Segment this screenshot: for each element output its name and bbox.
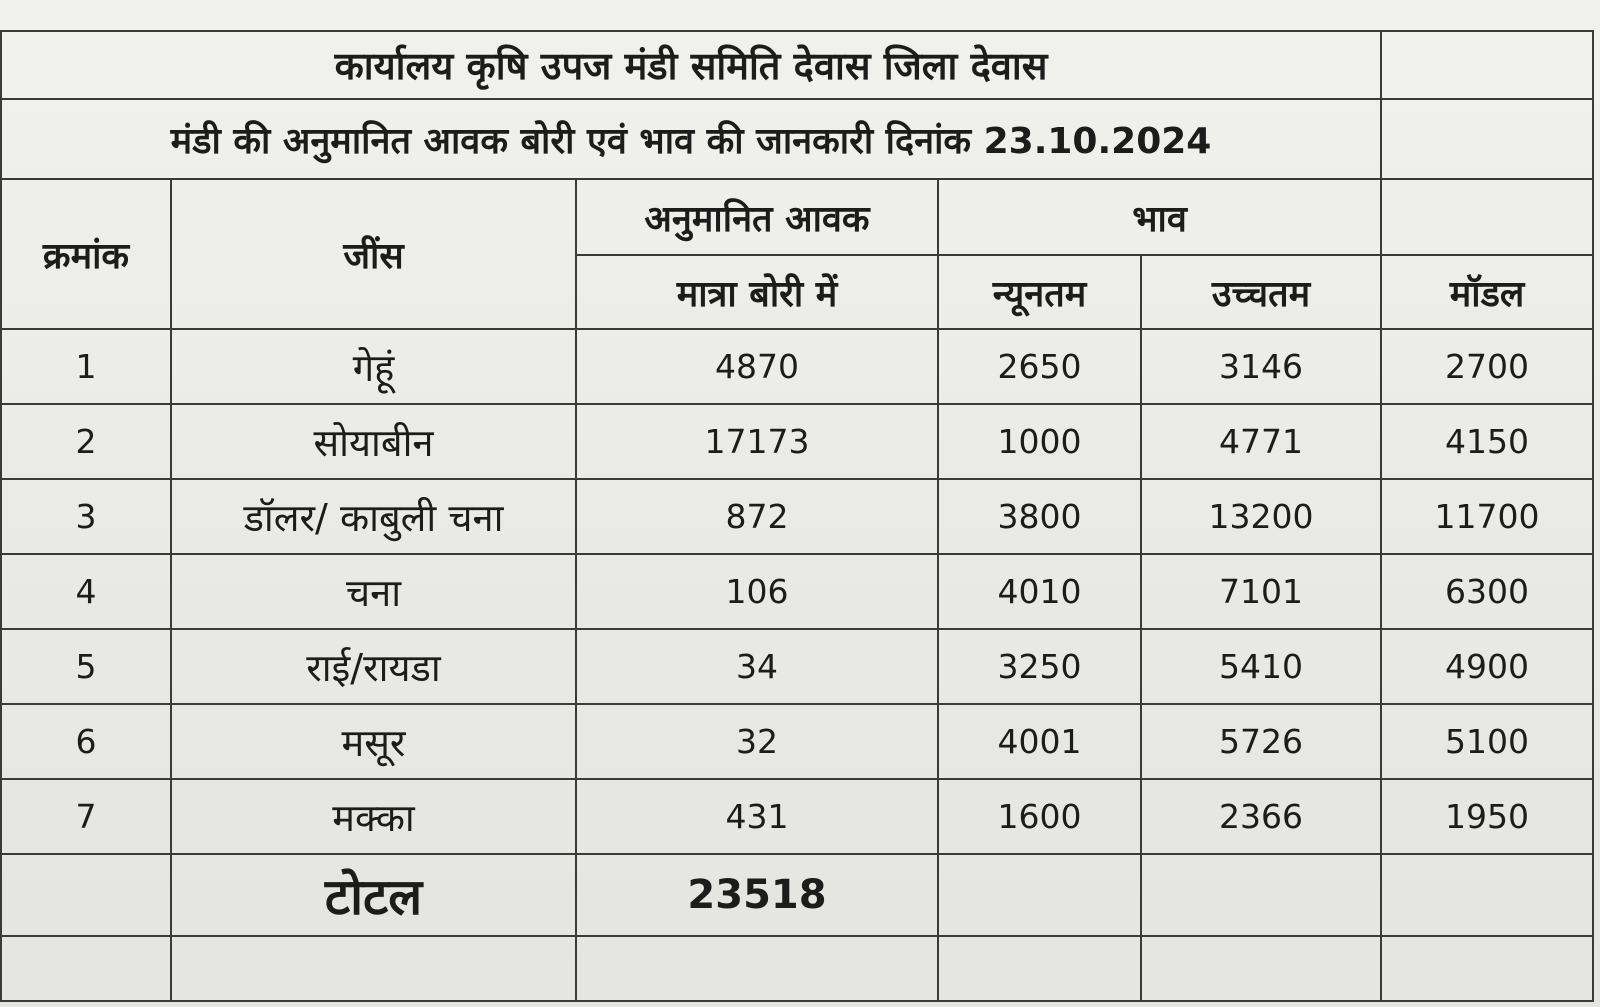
modal-price-cell: 2700 (1381, 329, 1593, 404)
arrival-cell: 34 (576, 629, 938, 704)
header-arrival-unit: मात्रा बोरी में (576, 255, 938, 329)
table-row (1, 629, 1593, 704)
min-price-cell: 3250 (938, 629, 1141, 704)
min-price-cell: 1600 (938, 779, 1141, 854)
max-price-cell: 3146 (1141, 329, 1381, 404)
header-arrival: अनुमानित आवक (576, 179, 938, 255)
header-price: भाव (938, 179, 1381, 255)
total-label: टोटल (171, 854, 576, 936)
commodity-cell: मसूर (171, 704, 576, 779)
table-row (1, 329, 1593, 404)
serial-cell: 2 (1, 404, 171, 479)
commodity-cell: चना (171, 554, 576, 629)
commodity-cell: गेहूं (171, 329, 576, 404)
modal-price-cell: 4900 (1381, 629, 1593, 704)
arrival-cell: 431 (576, 779, 938, 854)
max-price-cell: 7101 (1141, 554, 1381, 629)
commodity-cell: सोयाबीन (171, 404, 576, 479)
subtitle-row (1, 99, 1593, 179)
max-price-cell: 2366 (1141, 779, 1381, 854)
header-commodity: जींस (171, 179, 576, 329)
modal-price-cell: 11700 (1381, 479, 1593, 554)
max-price-cell: 4771 (1141, 404, 1381, 479)
commodity-cell: राई/रायडा (171, 629, 576, 704)
empty-cell (1381, 854, 1593, 936)
min-price-cell: 2650 (938, 329, 1141, 404)
arrival-cell: 872 (576, 479, 938, 554)
header-row-1 (1, 179, 1593, 255)
serial-cell: 1 (1, 329, 171, 404)
modal-price-cell: 5100 (1381, 704, 1593, 779)
arrival-cell: 106 (576, 554, 938, 629)
empty-cell (1381, 31, 1593, 99)
serial-cell: 5 (1, 629, 171, 704)
total-arrival: 23518 (576, 854, 938, 936)
empty-cell (1381, 179, 1593, 255)
empty-cell (1, 854, 171, 936)
commodity-cell: डॉलर/ काबुली चना (171, 479, 576, 554)
empty-cell (171, 936, 576, 1001)
empty-cell (938, 854, 1141, 936)
min-price-cell: 3800 (938, 479, 1141, 554)
document-subtitle: मंडी की अनुमानित आवक बोरी एवं भाव की जानकारी दिनांक 23.10.2024 (1, 99, 1381, 179)
arrival-cell: 17173 (576, 404, 938, 479)
header-min: न्यूनतम (938, 255, 1141, 329)
arrival-cell: 4870 (576, 329, 938, 404)
min-price-cell: 4001 (938, 704, 1141, 779)
document-title: कार्यालय कृषि उपज मंडी समिति देवास जिला देवास (1, 31, 1381, 99)
serial-cell: 6 (1, 704, 171, 779)
commodity-cell: मक्का (171, 779, 576, 854)
modal-price-cell: 4150 (1381, 404, 1593, 479)
min-price-cell: 4010 (938, 554, 1141, 629)
table-row (1, 404, 1593, 479)
table-row (1, 704, 1593, 779)
table-row (1, 554, 1593, 629)
total-row (1, 854, 1593, 936)
serial-cell: 7 (1, 779, 171, 854)
arrival-cell: 32 (576, 704, 938, 779)
table-row (1, 779, 1593, 854)
header-max: उच्चतम (1141, 255, 1381, 329)
table-row (1, 479, 1593, 554)
empty-cell (576, 936, 938, 1001)
empty-cell (1, 936, 171, 1001)
empty-cell (1141, 936, 1381, 1001)
max-price-cell: 5410 (1141, 629, 1381, 704)
header-modal: मॉडल (1381, 255, 1593, 329)
empty-cell (1141, 854, 1381, 936)
header-serial: क्रमांक (1, 179, 171, 329)
max-price-cell: 13200 (1141, 479, 1381, 554)
mandi-price-table (0, 30, 1594, 1002)
serial-cell: 4 (1, 554, 171, 629)
max-price-cell: 5726 (1141, 704, 1381, 779)
empty-cell (1381, 99, 1593, 179)
empty-cell (938, 936, 1141, 1001)
title-row (1, 31, 1593, 99)
serial-cell: 3 (1, 479, 171, 554)
modal-price-cell: 1950 (1381, 779, 1593, 854)
blank-row (1, 936, 1593, 1001)
modal-price-cell: 6300 (1381, 554, 1593, 629)
min-price-cell: 1000 (938, 404, 1141, 479)
empty-cell (1381, 936, 1593, 1001)
